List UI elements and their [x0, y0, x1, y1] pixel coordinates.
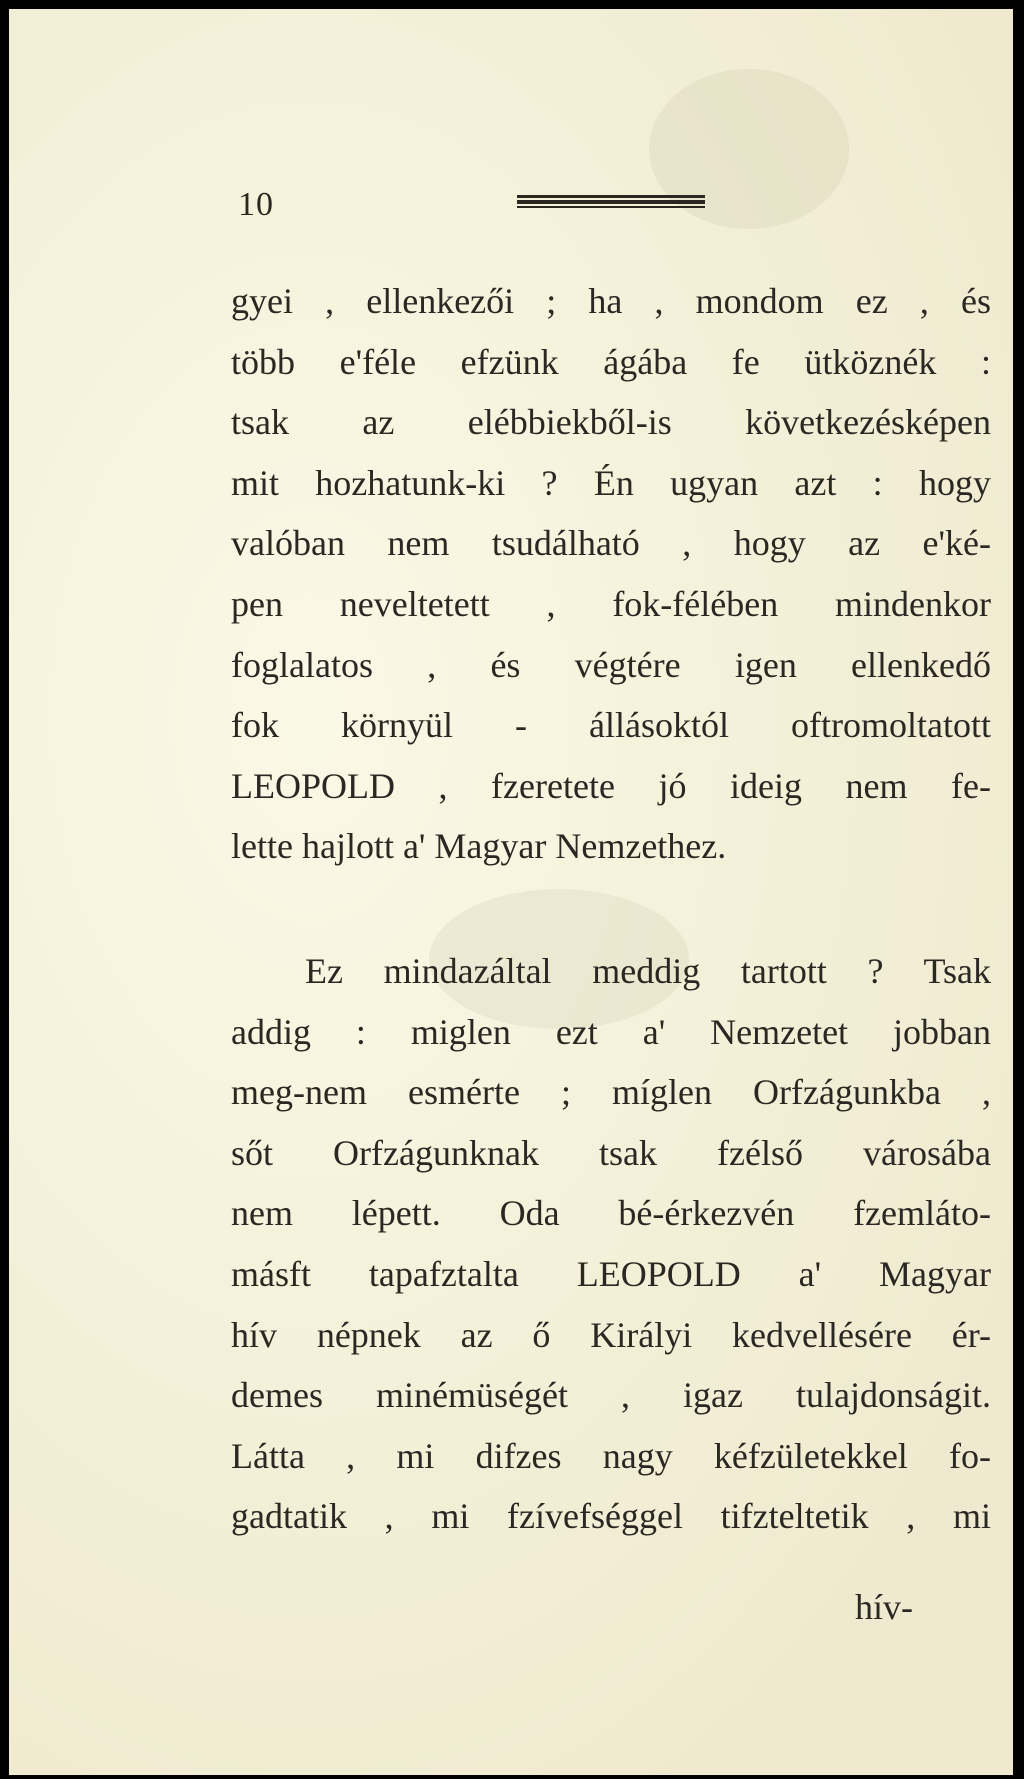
text-line: lette hajlott a' Magyar Nemzethez. — [231, 826, 727, 867]
catchword: hív- — [855, 1587, 913, 1627]
text-line: Ez mindazáltal meddig tartott ? Tsak — [305, 951, 991, 991]
text-line: foglalatos , és végtére igen ellenkedő — [231, 644, 991, 685]
paragraph-1 — [231, 271, 991, 877]
rule-line — [517, 206, 705, 208]
rule-line — [517, 195, 705, 198]
text-line: addig : miglen ezt a' Nemzetet jobban — [231, 1011, 991, 1052]
text-line: Látta , mi difzes nagy kéfzületekkel fo- — [231, 1435, 991, 1476]
text-line: gyei , ellenkezői ; ha , mondom ez , és — [231, 281, 991, 321]
page-number: 10 — [238, 186, 274, 223]
text-line: sőt Orfzágunknak tsak fzélső városába — [231, 1132, 991, 1173]
paragraph-2 — [231, 941, 991, 1547]
text-line: tsak az elébbiekből-is következésképen — [231, 402, 991, 443]
rule-line — [517, 200, 705, 204]
book-page — [9, 9, 1013, 1775]
text-line: meg-nem esmérte ; míglen Orfzágunkba , — [231, 1072, 991, 1113]
text-line: hív népnek az ő Királyi kedvellésére ér- — [231, 1314, 991, 1355]
text-line: másft tapafztalta LEOPOLD a' Magyar — [231, 1253, 991, 1294]
text-line: demes minémüségét , igaz tulajdonságit. — [231, 1375, 991, 1416]
text-line: fok környül - állásoktól oftromoltatott — [231, 705, 991, 746]
text-line: nem lépett. Oda bé-érkezvén fzemláto- — [231, 1193, 991, 1234]
text-line: gadtatik , mi fzívefséggel tifzteltetik , mi — [231, 1496, 991, 1537]
text-line: több e'féle efzünk ágába fe ütköznék : — [231, 341, 991, 382]
page-header — [9, 9, 1013, 249]
text-line: valóban nem tsudálható , hogy az e'ké- — [231, 523, 991, 564]
text-line: pen neveltetett , fok-félében mindenkor — [231, 583, 991, 624]
text-line: LEOPOLD , fzeretete jó ideig nem fe- — [231, 765, 991, 806]
ornamental-rule — [517, 195, 705, 209]
text-line: mit hozhatunk-ki ? Én ugyan azt : hogy — [231, 462, 991, 503]
